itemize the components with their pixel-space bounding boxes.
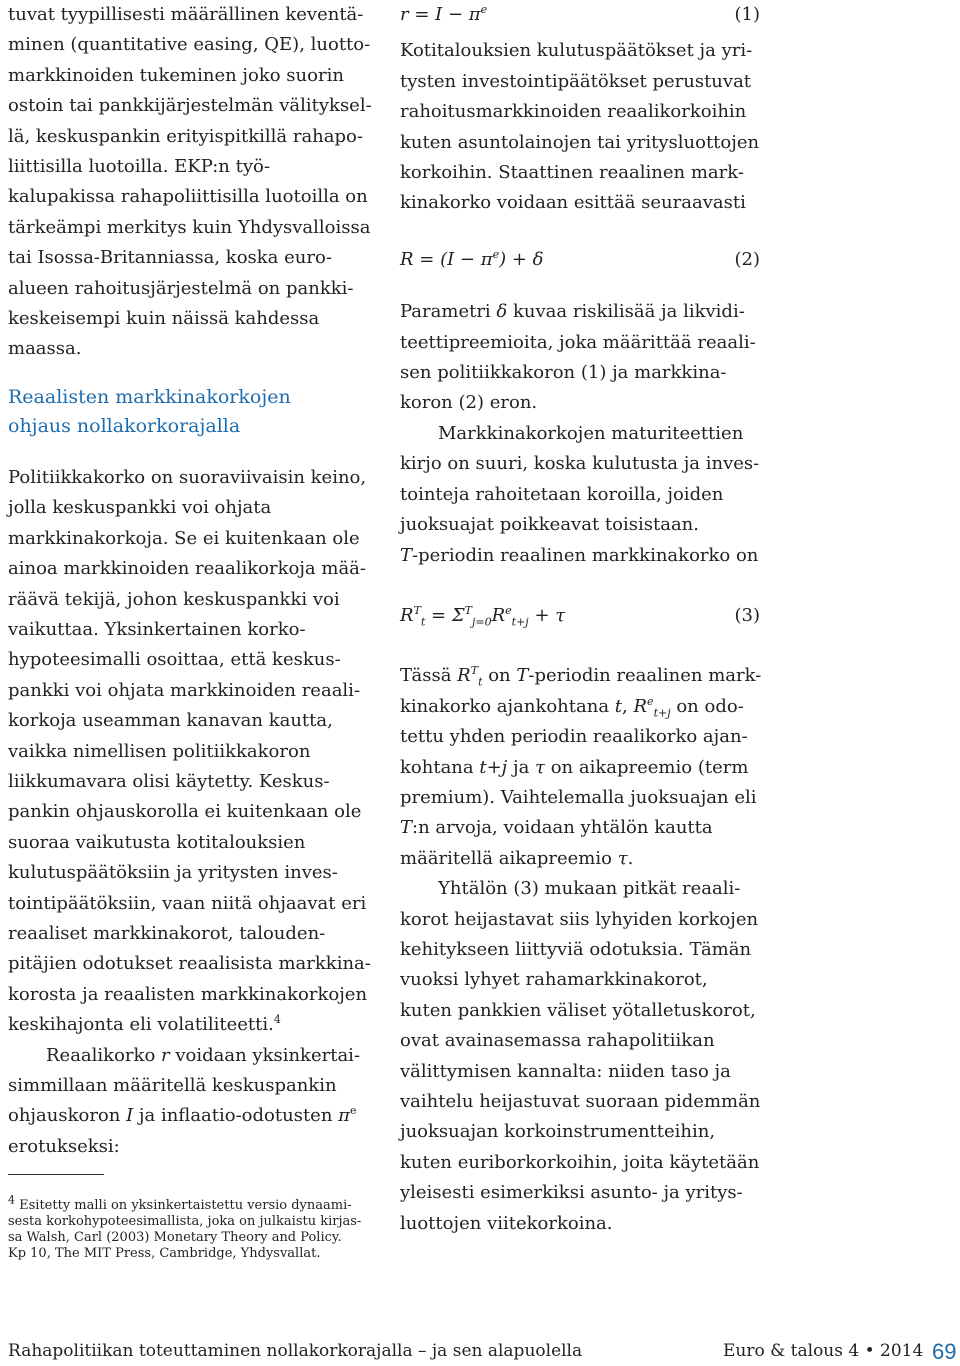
paragraph-line: välittymisen kannalta: niiden taso ja	[400, 1060, 731, 1082]
paragraph-line: Parametri δ kuvaa riskilisää ja likvidi-	[400, 301, 745, 323]
paragraph-line: premium). Vaihtelemalla juoksuajan eli	[400, 786, 757, 808]
paragraph-line: alueen rahoitusjärjestelmä on pankki-	[8, 277, 354, 299]
paragraph-line: tettu yhden periodin reaalikorko ajan-	[400, 726, 748, 748]
paragraph-line: luottojen viitekorkoina.	[400, 1212, 613, 1234]
page-footer	[0, 1337, 960, 1366]
paragraph-line: korkoihin. Staattinen reaalinen mark-	[400, 162, 744, 184]
paragraph-line: maassa.	[8, 338, 82, 360]
paragraph-line: teettipreemioita, joka määrittää reaali-	[400, 331, 756, 353]
left-column	[8, 0, 370, 1162]
paragraph-line: tuvat tyypillisesti määrällinen keventä-	[8, 4, 364, 25]
section-heading: Reaalisten markkinakorkojen ohjaus nollakorkorajalla	[8, 385, 291, 437]
paragraph	[8, 0, 370, 365]
paragraph-line: korkoja useamman kanavan kautta,	[8, 710, 333, 732]
paragraph-line: tysten investointipäätökset perustuvat	[400, 70, 752, 92]
paragraph-line: ovat avainasemassa rahapolitiikan	[400, 1030, 715, 1052]
paragraph-line: T-periodin reaalinen markkinakorko on	[400, 544, 759, 566]
paragraph	[400, 419, 760, 541]
paragraph-line: yleisesti esimerkiksi asunto- ja yritys-	[400, 1182, 743, 1204]
paragraph-line: ostoin tai pankkijärjestelmän välityksel-	[8, 95, 372, 117]
paragraph-line: minen (quantitative easing, QE), luotto-	[8, 34, 371, 56]
footer-article-title: Rahapolitiikan toteuttaminen nollakorkorajalla – ja sen alapuolella	[8, 1341, 583, 1361]
paragraph-line: vuoksi lyhyet rahamarkkinakorot,	[400, 969, 708, 991]
paragraph	[400, 874, 760, 1239]
paragraph-line: suoraa vaikutusta kotitalouksien	[8, 831, 306, 853]
paragraph-line: tointipäätöksiin, vaan niitä ohjaavat eri	[8, 892, 367, 914]
paragraph-line: juoksuajat poikkeavat toisistaan.	[400, 514, 699, 536]
paragraph-line: koron (2) eron.	[400, 392, 538, 414]
paragraph	[400, 36, 760, 218]
paragraph-line: Tässä $R^T_t$ on T-periodin reaalinen mark-	[400, 664, 762, 689]
paragraph-line: kalupakissa rahapoliittisilla luotoilla on	[8, 186, 368, 208]
paragraph-line: Politiikkakorko on suoraviivaisin keino,	[8, 466, 367, 488]
paragraph-line: markkinakorkoja. Se ei kuitenkaan ole	[8, 527, 360, 549]
paragraph-line: kuten asuntolainojen tai yritysluottojen	[400, 131, 760, 153]
equation-2: $R = (I - \pi^e) + \delta$ (2)	[400, 247, 760, 270]
paragraph-line: tärkeämpi merkitys kuin Yhdysvalloissa	[8, 216, 371, 238]
paragraph-line: liikkumavara olisi käytetty. Keskus-	[8, 770, 330, 792]
paragraph	[8, 463, 370, 1041]
paragraph-line: erotukseksi:	[8, 1135, 120, 1157]
paragraph-line: kulutuspäätöksiin ja yritysten inves-	[8, 862, 338, 884]
paragraph-line: vaikka nimellisen politiikkakoron	[8, 740, 311, 762]
paragraph-line: tai Isossa-Britanniassa, koska euro-	[8, 247, 332, 269]
paragraph-line: kinakorko voidaan esittää seuraavasti	[400, 192, 746, 214]
paragraph-line: pankki voi ohjata markkinoiden reaali-	[8, 679, 361, 701]
paragraph-line: vaihtelu heijastuvat suoraan pidemmän	[400, 1091, 761, 1112]
footnote-reference: 4	[273, 1013, 281, 1027]
page-number: 69	[932, 1339, 957, 1364]
right-column	[400, 0, 760, 1239]
paragraph-line: keskeisempi kuin näissä kahdessa	[8, 308, 320, 330]
paragraph-line: kohtana t+j ja τ on aikapreemio (term	[400, 756, 749, 778]
paragraph-line: kinakorko ajankohtana t, $R^e_{t+j}$ on odo-	[400, 694, 744, 720]
paragraph-line: korosta ja reaalisten markkinakorkojen	[8, 983, 368, 1005]
equation-3: $R^T_t = \Sigma^T_{j=0}R^e_{t+j} + \tau$ (3)	[400, 603, 760, 629]
paragraph-line: jolla keskuspankki voi ohjata	[8, 497, 272, 519]
paragraph-line: tointeja rahoitetaan koroilla, joiden	[400, 483, 724, 505]
paragraph-line: räävä tekijä, johon keskuspankki voi	[8, 588, 340, 610]
paragraph-line: reaaliset markkinakorot, talouden-	[8, 922, 326, 944]
paragraph-line: simmillaan määritellä keskuspankin	[8, 1075, 337, 1096]
paragraph-line: sen politiikkakoron (1) ja markkina-	[400, 362, 727, 384]
paragraph-line: Yhtälön (3) mukaan pitkät reaali-	[438, 878, 741, 900]
paragraph-line: juoksuajan korkoinstrumentteihin,	[400, 1121, 716, 1143]
paragraph-line: Reaalikorko r voidaan yksinkertai-	[46, 1044, 361, 1066]
paragraph-line: Markkinakorkojen maturiteettien	[438, 422, 744, 444]
paragraph-line: ohjauskoron I ja inflaatio-odotusten $\pi^e$	[8, 1104, 357, 1127]
equation-1: $r = I - \pi^e$ (1)	[400, 3, 760, 25]
paragraph-line: keskihajonta eli volatiliteetti.$^4$	[8, 1013, 281, 1036]
paragraph-line: kuten euriborkorkoihin, joita käytetään	[400, 1151, 760, 1173]
paragraph-line: kehitykseen liittyviä odotuksia. Tämän	[400, 938, 752, 960]
paragraph-line: määritellä aikapreemio τ.	[400, 847, 634, 869]
paragraph	[400, 328, 760, 419]
paragraph-line: ainoa markkinoiden reaalikorkoja mää-	[8, 558, 366, 580]
paragraph-line: markkinoiden tukeminen joko suorin	[8, 64, 344, 86]
paragraph-line: pitäjien odotukset reaalisista markkina-	[8, 953, 371, 975]
footnote-number: 4	[8, 1193, 15, 1207]
paragraph-line: Kotitalouksien kulutuspäätökset ja yri-	[400, 40, 753, 62]
paragraph-line: kuten pankkien väliset yötalletuskorot,	[400, 999, 756, 1021]
paragraph-line: vaikuttaa. Yksinkertainen korko-	[8, 618, 306, 640]
footnote-divider	[8, 1174, 104, 1175]
paragraph-line: pankin ohjauskorolla ei kuitenkaan ole	[8, 801, 362, 823]
paragraph-line: lä, keskuspankin erityispitkillä rahapo-	[8, 125, 363, 147]
footer-journal: Euro & talous 4 • 2014	[723, 1341, 924, 1361]
paragraph-line: rahoitusmarkkinoiden reaalikorkoihin	[400, 101, 747, 123]
paragraph-line: liittisilla luotoilla. EKP:n työ-	[8, 156, 270, 178]
paragraph-line: kirjo on suuri, koska kulutusta ja inves-	[400, 453, 760, 475]
paragraph-line: T:n arvoja, voidaan yhtälön kautta	[400, 817, 713, 839]
footnote: $^4$ Esitetty malli on yksinkertaistettu versio dynaami- sesta korkohypoteesimallista, joka on julkaistu kirjas- sa Walsh, Carl (2003) Monetary Theory and Policy. Kp 10, The MIT Press, Cambridge, Yhdysvallat.	[8, 1193, 362, 1261]
paragraph-line: korot heijastavat siis lyhyiden korkojen	[400, 908, 759, 930]
paragraph-line: hypoteesimalli osoittaa, että keskus-	[8, 649, 341, 671]
